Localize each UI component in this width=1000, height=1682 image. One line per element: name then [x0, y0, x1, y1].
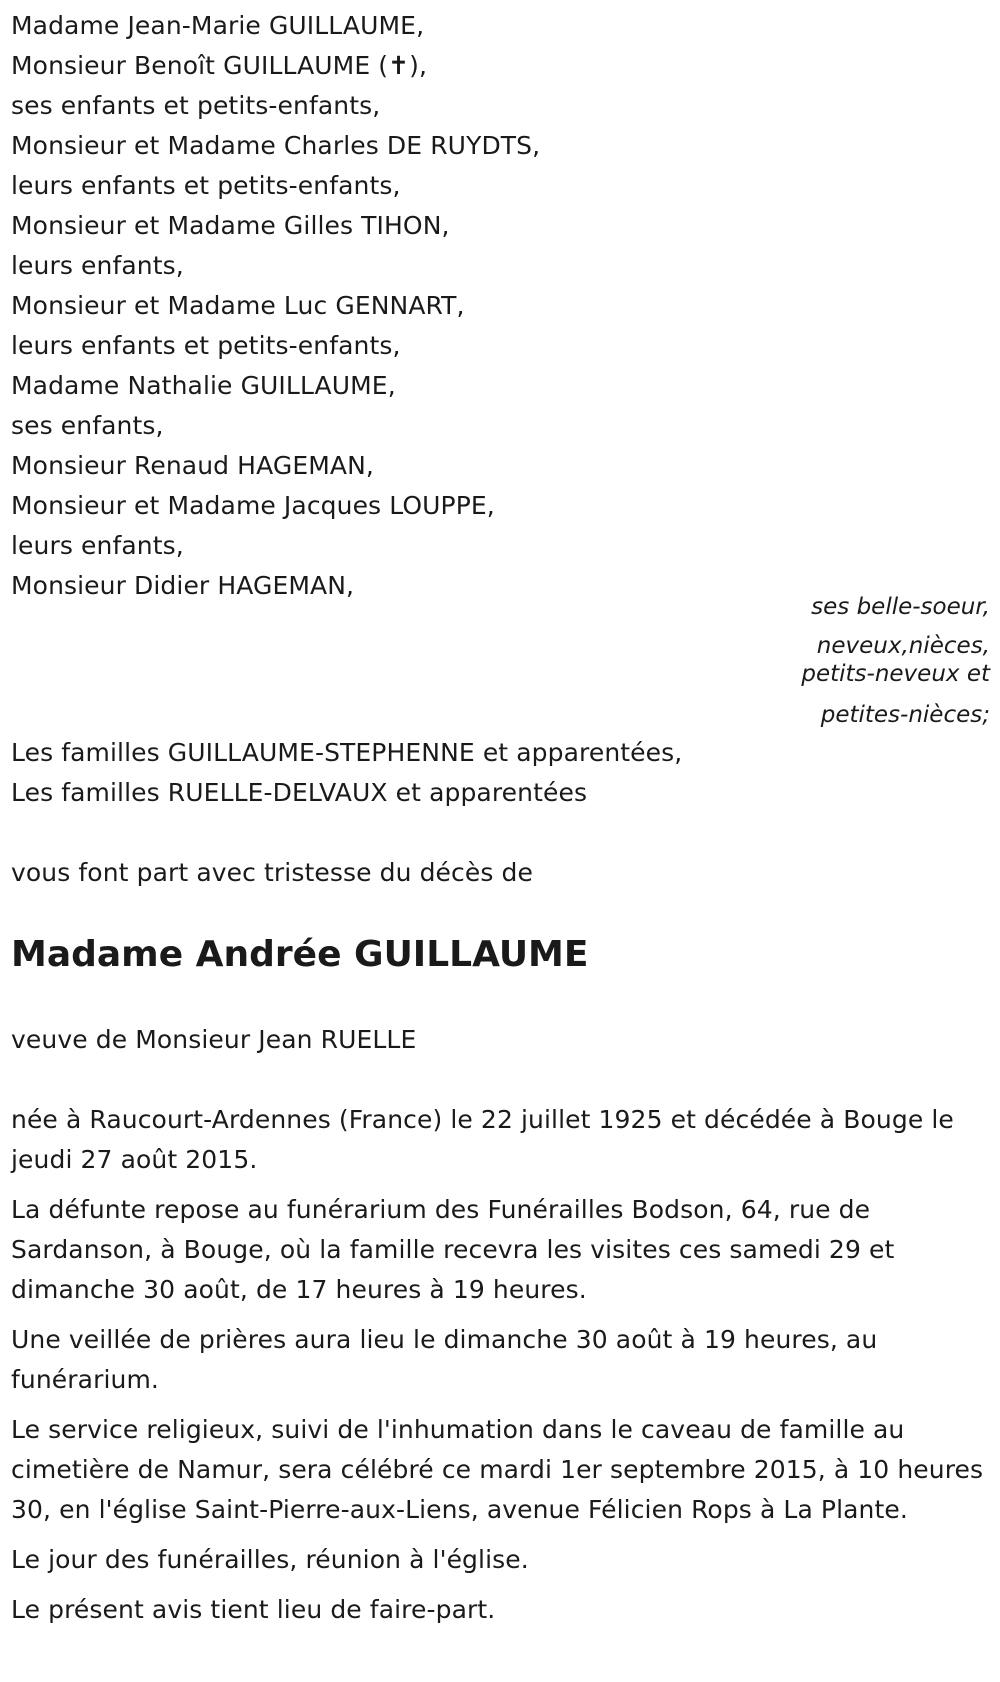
relation-note	[730, 592, 990, 730]
family-line: ses enfants et petits-enfants,	[11, 91, 381, 120]
relation-line: petites-nièces;	[820, 702, 990, 728]
relation-line: petits-neveux et	[801, 661, 990, 687]
related-families	[11, 733, 951, 813]
family-line: leurs enfants,	[11, 251, 184, 280]
announcement-line: vous font part avec tristesse du décès de	[11, 858, 533, 887]
funeral-details	[11, 1100, 986, 1640]
family-line: Madame Nathalie GUILLAUME,	[11, 371, 396, 400]
deceased-name: Madame Andrée GUILLAUME	[11, 934, 589, 975]
family-line: leurs enfants,	[11, 531, 184, 560]
family-line: Monsieur et Madame Charles DE RUYDTS,	[11, 131, 541, 160]
families-line: Les familles GUILLAUME-STEPHENNE et apparentées,	[11, 738, 683, 767]
meeting-paragraph: Le jour des funérailles, réunion à l'église.	[11, 1545, 529, 1574]
family-list	[11, 6, 951, 606]
birth-death-paragraph: née à Raucourt-Ardennes (France) le 22 juillet 1925 et décédée à Bouge le jeudi 27 août 2015.	[11, 1105, 954, 1174]
family-line: Monsieur et Madame Gilles TIHON,	[11, 211, 450, 240]
family-line: Monsieur Didier HAGEMAN,	[11, 571, 355, 600]
family-line: Monsieur Renaud HAGEMAN,	[11, 451, 374, 480]
family-line: leurs enfants et petits-enfants,	[11, 171, 401, 200]
vigil-paragraph: Une veillée de prières aura lieu le dimanche 30 août à 19 heures, au funérarium.	[11, 1325, 878, 1394]
service-paragraph: Le service religieux, suivi de l'inhumation dans le caveau de famille au cimetière de Namur, sera célébré ce mardi 1er septembre 2015, à 10 heures 30, en l'église Saint-Pierre-aux-Liens, avenue Félicien Rops à La Plante.	[11, 1415, 984, 1524]
relation-line: neveux,nièces,	[816, 633, 990, 659]
widow-of	[11, 1020, 951, 1060]
family-line: Monsieur Benoît GUILLAUME (✝),	[11, 51, 428, 80]
family-line: Monsieur et Madame Jacques LOUPPE,	[11, 491, 495, 520]
announcement-text	[11, 853, 951, 893]
notice-paragraph: Le présent avis tient lieu de faire-part.	[11, 1595, 496, 1624]
family-line: Madame Jean-Marie GUILLAUME,	[11, 11, 425, 40]
family-line: ses enfants,	[11, 411, 164, 440]
funerarium-paragraph: La défunte repose au funérarium des Funérailles Bodson, 64, rue de Sardanson, à Bouge, où la famille recevra les visites ces samedi 29 et dimanche 30 août, de 17 heures à 19 heures.	[11, 1195, 895, 1304]
relation-line: ses belle-soeur,	[811, 594, 990, 620]
family-line: leurs enfants et petits-enfants,	[11, 331, 401, 360]
families-line: Les familles RUELLE-DELVAUX et apparentées	[11, 778, 588, 807]
family-line: Monsieur et Madame Luc GENNART,	[11, 291, 465, 320]
widow-line: veuve de Monsieur Jean RUELLE	[11, 1025, 417, 1054]
